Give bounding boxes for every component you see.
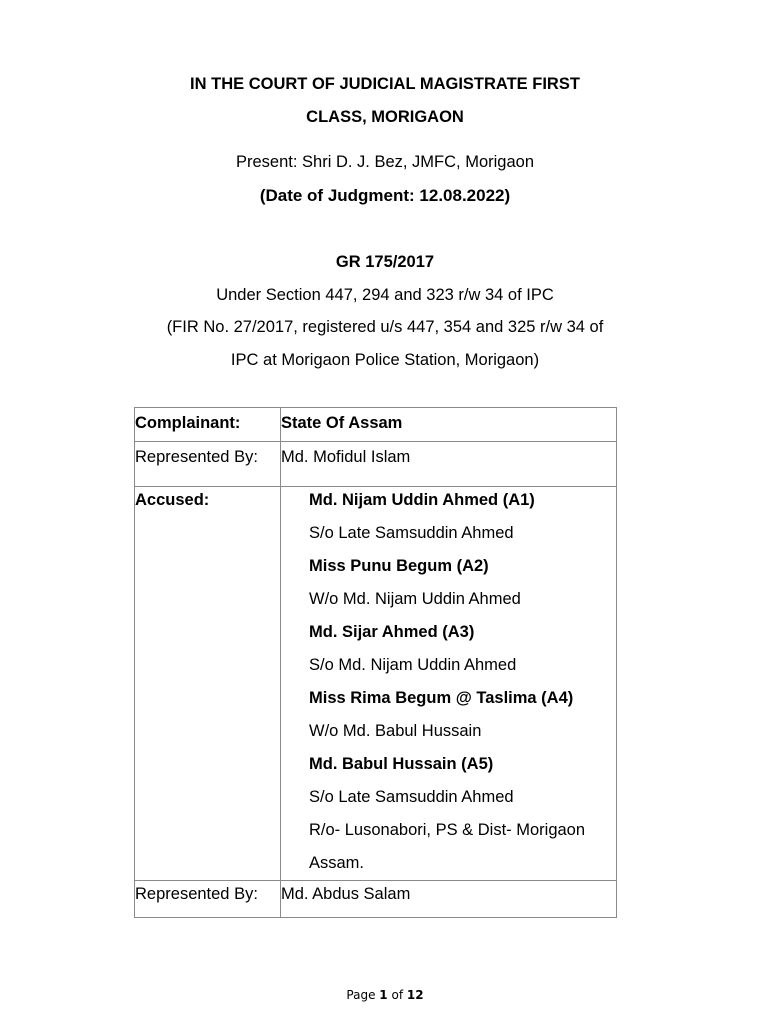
parties-table [134,407,617,918]
accused-a2-name: Miss Punu Begum (A2) [309,557,489,575]
accused-a3-name: Md. Sijar Ahmed (A3) [309,623,475,641]
accused-label-cell [135,487,281,881]
court-title-line-1: IN THE COURT OF JUDICIAL MAGISTRATE FIRST [190,75,580,93]
court-title-line-2: CLASS, MORIGAON [306,108,464,126]
accused-rep-value: Md. Abdus Salam [281,885,411,903]
page-total: 12 [406,988,424,1002]
case-section: Under Section 447, 294 and 323 r/w 34 of IPC [216,286,554,304]
accused-rep-label: Represented By: [135,885,258,903]
complainant-rep-value: Md. Mofidul Islam [281,448,411,466]
accused-list-cell [281,487,617,881]
fir-line-1: (FIR No. 27/2017, registered u/s 447, 354 and 325 r/w 34 of [166,318,604,336]
accused-residence: R/o- Lusonabori, PS & Dist- Morigaon [309,821,586,839]
accused-a4-name: Miss Rima Begum @ Taslima (A4) [309,689,574,707]
fir-line-2: IPC at Morigaon Police Station, Morigaon) [230,351,540,369]
accused-list [309,489,616,880]
accused-rep-label-cell [135,881,281,918]
page-of-word: of [387,988,407,1002]
page-word: Page [346,988,380,1002]
complainant-rep-row [135,442,617,487]
complainant-rep-label-cell [135,442,281,487]
present-line: Present: Shri D. J. Bez, JMFC, Morigaon [235,153,534,171]
case-number: GR 175/2017 [335,253,435,271]
complainant-rep-label: Represented By: [135,448,258,466]
page-footer [0,988,770,1002]
accused-a5-relation: S/o Late Samsuddin Ahmed [309,788,514,806]
complainant-value: State Of Assam [281,414,403,432]
accused-rep-value-cell [281,881,617,918]
accused-a1-name: Md. Nijam Uddin Ahmed (A1) [309,491,535,509]
accused-state: Assam. [309,854,365,872]
accused-label: Accused: [135,491,210,509]
accused-a1-relation: S/o Late Samsuddin Ahmed [309,524,514,542]
complainant-rep-value-cell [281,442,617,487]
complainant-label: Complainant: [135,414,241,432]
accused-a5-name: Md. Babul Hussain (A5) [309,755,494,773]
judgment-date: (Date of Judgment: 12.08.2022) [259,186,511,205]
accused-rep-row [135,881,617,918]
accused-a2-relation: W/o Md. Nijam Uddin Ahmed [309,590,521,608]
accused-a4-relation: W/o Md. Babul Hussain [309,722,482,740]
accused-a3-relation: S/o Md. Nijam Uddin Ahmed [309,656,517,674]
accused-row [135,487,617,881]
complainant-label-cell [135,408,281,442]
page-current: 1 [379,988,388,1002]
complainant-value-cell [281,408,617,442]
complainant-row [135,408,617,442]
